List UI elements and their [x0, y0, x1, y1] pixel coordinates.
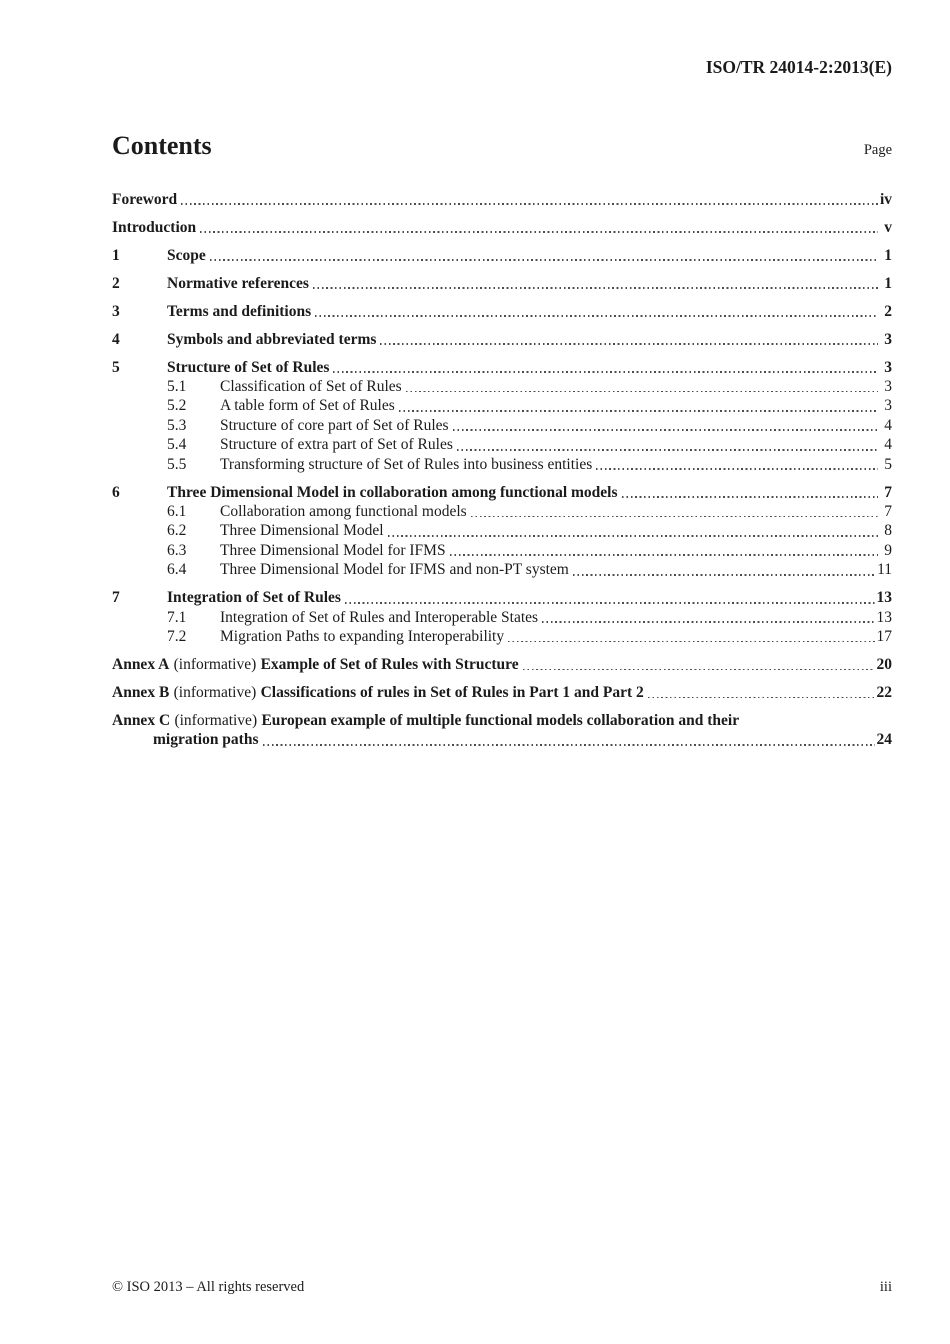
annex-label: Annex C: [112, 712, 171, 730]
dotted-leader: [573, 574, 875, 576]
toc-entry-number: 5.4: [167, 436, 187, 454]
toc-entry-number: 6.3: [167, 541, 187, 559]
toc-entry-page: 5: [884, 455, 892, 473]
copyright-notice: © ISO 2013 – All rights reserved: [112, 1279, 305, 1295]
toc-entry: [112, 274, 892, 293]
toc-entry-number: 7.2: [167, 628, 187, 646]
toc-entry-page: 3: [884, 378, 892, 395]
toc-entry-title: Classifications of rules in Set of Rules in Part 1 and Part 2: [260, 684, 644, 702]
toc-entry-page: 1: [884, 246, 892, 264]
dotted-leader: [345, 602, 875, 604]
toc-entry-title: Three Dimensional Model for IFMS and non-PT system: [220, 561, 569, 579]
toc-entry-page: iv: [879, 190, 892, 208]
dotted-leader: [200, 231, 878, 233]
toc-entry-annex: [112, 711, 892, 730]
toc-entry-title: Classification of Set of Rules: [220, 378, 402, 395]
toc-entry-page: 11: [877, 561, 892, 579]
annex-annotation: (informative): [174, 712, 258, 730]
doc-reference: ISO/TR 24014-2:2013(E): [705, 57, 892, 77]
toc-entry-page: 7: [884, 503, 892, 521]
toc-entry-title: Three Dimensional Model for IFMS: [220, 541, 446, 559]
toc-entry-page: 9: [884, 541, 892, 559]
toc-entry-title: Terms and definitions: [167, 302, 312, 320]
dotted-leader: [648, 697, 875, 699]
toc-entry-title: Three Dimensional Model: [220, 522, 384, 540]
toc-entry-page: 7: [884, 483, 892, 501]
toc-entry-title: Three Dimensional Model in collaboration among functional models: [167, 483, 618, 501]
dotted-leader: [523, 669, 875, 671]
toc-entry-number: 6: [112, 483, 120, 501]
toc-entry-title: Transforming structure of Set of Rules into business entities: [220, 455, 593, 473]
toc-entry-number: 6.4: [167, 561, 187, 579]
toc-entry: [112, 502, 892, 521]
toc-entry-title: A table form of Set of Rules: [220, 397, 395, 415]
toc-entry-page: 17: [876, 628, 892, 646]
toc-entry-title: Symbols and abbreviated terms: [167, 330, 377, 348]
toc-entry: [112, 246, 892, 265]
toc-entry-page: 13: [876, 608, 892, 626]
toc-entry-number: 5.1: [167, 378, 187, 395]
annex-annotation: (informative): [173, 656, 257, 674]
toc-entry: [112, 521, 892, 540]
toc-entry: [112, 302, 892, 321]
toc-entry-page: 3: [884, 330, 892, 348]
toc-entry-title: Scope: [167, 246, 206, 264]
toc-entry-title: Introduction: [112, 218, 197, 236]
toc-entry-page: 3: [884, 397, 892, 415]
annex-annotation: (informative): [173, 684, 257, 702]
dotted-leader: [399, 410, 878, 412]
annex-label: Annex A: [112, 656, 170, 674]
toc-entry-title: Foreword: [112, 190, 178, 208]
dotted-leader: [315, 315, 878, 317]
toc-entry-number: 4: [112, 330, 120, 348]
contents-heading: [112, 131, 892, 161]
toc-entry: [112, 190, 892, 209]
toc-entry-page: v: [884, 218, 892, 236]
toc-entry: [112, 358, 892, 377]
toc-entry-title: migration paths: [153, 731, 259, 749]
toc-entry-number: 7: [112, 589, 120, 607]
toc-entry-page: 13: [876, 589, 892, 607]
toc-entry: [112, 483, 892, 502]
annex-label: Annex B: [112, 684, 170, 702]
toc-entry-page: 22: [876, 684, 892, 702]
toc-entry-page: 24: [876, 731, 892, 749]
toc-entry: [112, 541, 892, 560]
dotted-leader: [471, 516, 878, 518]
dotted-leader: [622, 496, 878, 498]
dotted-leader: [508, 641, 874, 643]
toc-entry-number: 3: [112, 302, 120, 320]
dotted-leader: [457, 449, 878, 451]
toc-entry-page: 4: [884, 416, 892, 434]
toc-entry-title: Structure of core part of Set of Rules: [220, 416, 449, 434]
dotted-leader: [181, 203, 878, 205]
toc-entry-number: 5: [112, 358, 120, 376]
toc-entry-number: 6.1: [167, 503, 187, 521]
dotted-leader: [450, 554, 878, 556]
toc-entry: [112, 435, 892, 454]
page-column-label: Page: [863, 142, 892, 158]
toc-entry: [112, 560, 892, 579]
page-title: Contents: [112, 131, 212, 160]
dotted-leader: [406, 391, 878, 393]
dotted-leader: [596, 468, 878, 470]
toc-entry-number: 1: [112, 246, 120, 264]
toc-entry-number: 5.3: [167, 416, 187, 434]
page-footer: [112, 1278, 892, 1297]
dotted-leader: [388, 535, 878, 537]
toc-entry: [112, 218, 892, 237]
toc-entry-number: 2: [112, 274, 120, 292]
dotted-leader: [542, 621, 874, 623]
toc-entry: [112, 627, 892, 646]
toc-entry-title: Normative references: [167, 274, 309, 292]
dotted-leader: [453, 429, 878, 431]
toc-entry-page: 20: [876, 656, 892, 674]
toc-entry-page: 8: [884, 522, 892, 540]
toc-entry-annex-continuation: [112, 730, 892, 749]
toc-entry-number: 5.2: [167, 397, 187, 415]
toc-entry: [112, 396, 892, 415]
toc-list: [112, 181, 892, 750]
toc-entry: [112, 608, 892, 627]
toc-entry-title: Integration of Set of Rules: [167, 589, 341, 607]
toc-entry-page: 4: [884, 436, 892, 454]
toc-entry: [112, 377, 892, 396]
dotted-leader: [210, 259, 878, 261]
toc-entry: [112, 588, 892, 607]
toc-entry-title: Migration Paths to expanding Interoperability: [220, 628, 505, 646]
toc-entry: [112, 330, 892, 349]
toc-entry-title: Example of Set of Rules with Structure: [260, 656, 519, 674]
toc-entry-annex: [112, 683, 892, 702]
toc-entry-title: European example of multiple functional models collaboration and their: [261, 712, 740, 730]
toc-entry: [112, 455, 892, 474]
toc-entry-number: 7.1: [167, 608, 187, 626]
toc-entry-title: Collaboration among functional models: [220, 503, 467, 521]
folio-page-number: iii: [879, 1279, 892, 1295]
toc-entry-title: Integration of Set of Rules and Interoperable States: [220, 608, 539, 626]
toc-entry-page: 1: [884, 274, 892, 292]
toc-entry-page: 3: [884, 358, 892, 376]
dotted-leader: [313, 287, 878, 289]
dotted-leader: [263, 744, 875, 746]
toc-entry: [112, 416, 892, 435]
dotted-leader: [380, 343, 878, 345]
toc-entry-annex: [112, 655, 892, 674]
toc-entry-title: Structure of Set of Rules: [167, 358, 330, 376]
toc-entry-page: 2: [884, 302, 892, 320]
toc-entry-number: 5.5: [167, 455, 187, 473]
dotted-leader: [333, 371, 878, 373]
toc-entry-title: Structure of extra part of Set of Rules: [220, 436, 453, 454]
toc-entry-number: 6.2: [167, 522, 187, 540]
